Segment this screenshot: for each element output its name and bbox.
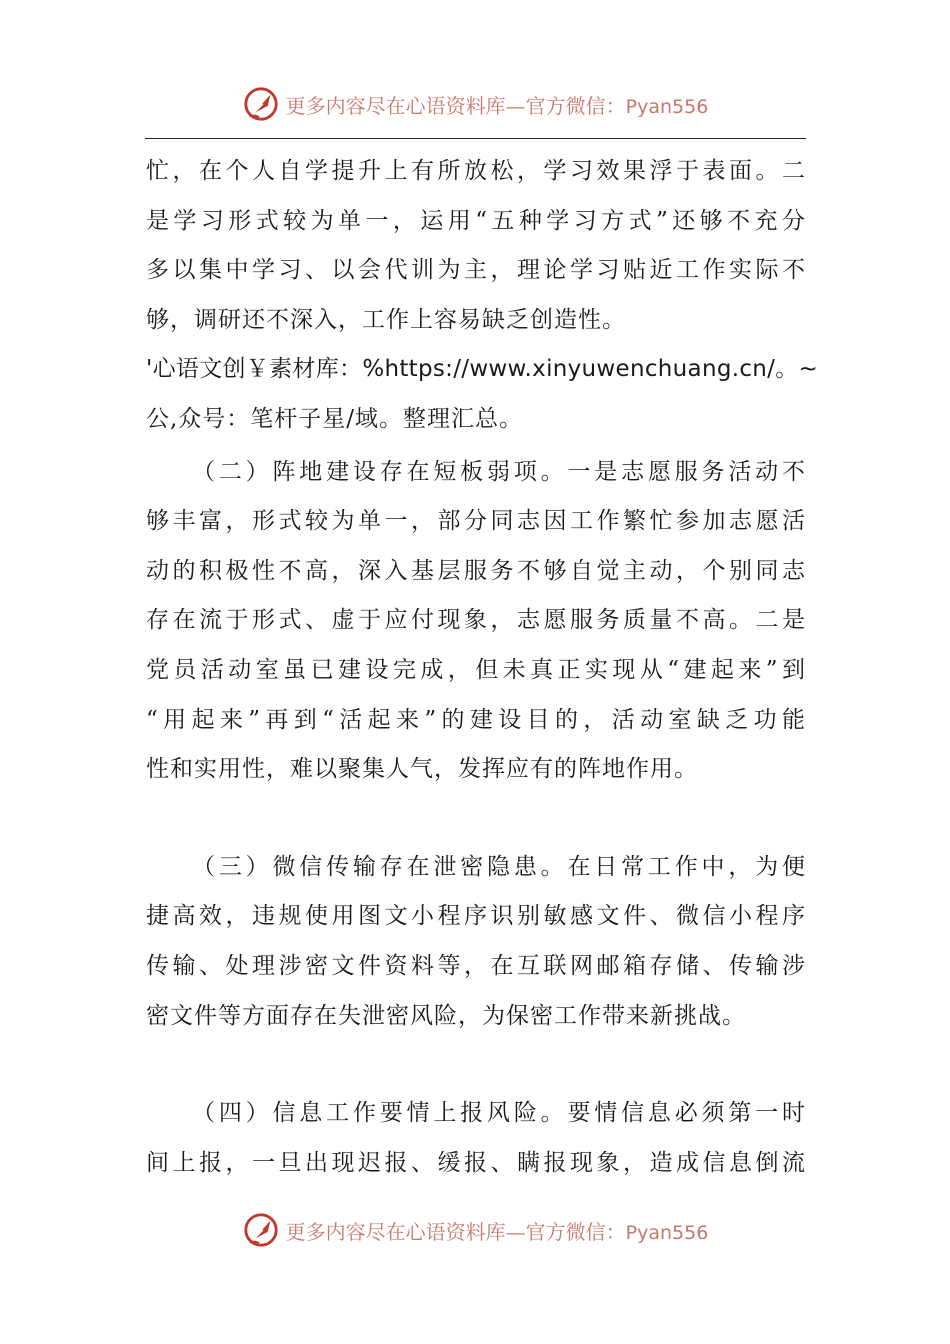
text-line: 够丰富，形式较为单一，部分同志因工作繁忙参加志愿活 xyxy=(146,508,806,535)
header-divider xyxy=(145,138,806,139)
text-line: 传输、处理涉密文件资料等，在互联网邮箱存储、传输涉 xyxy=(146,952,806,979)
watermark-line: 公,众号：笔杆子星/域。整理汇总。 xyxy=(146,405,524,432)
header-banner-text xyxy=(286,90,709,119)
text-line: （三）微信传输存在泄密隐患。在日常工作中，为便 xyxy=(192,853,806,880)
document-body xyxy=(146,147,819,1188)
text-line: 忙，在个人自学提升上有所放松，学习效果浮于表面。二 xyxy=(146,158,806,184)
header-banner[interactable] xyxy=(242,85,709,123)
watermark-note xyxy=(146,345,819,444)
text-line: “用起来”再到“活起来”的建设目的，活动室缺乏功能 xyxy=(146,706,806,733)
text-line: 密文件等方面存在失泄密风险，为保密工作带来新挑战。 xyxy=(146,1002,746,1029)
footer-banner-text xyxy=(286,1216,709,1245)
footer-wechat-id: Pyan556 xyxy=(625,1221,709,1244)
text-line: 存在流于形式、虚于应付现象，志愿服务质量不高。二是 xyxy=(146,607,806,634)
header-site-text: 更多内容尽在心语资料库—官方微信： xyxy=(285,93,626,118)
footer-site-text: 更多内容尽在心语资料库—官方微信： xyxy=(285,1219,626,1244)
text-line: 够，调研还不深入，工作上容易缺乏创造性。 xyxy=(146,306,626,333)
footer-banner[interactable] xyxy=(242,1211,709,1249)
watermark-line: '心语文创￥素材库：%https://www.xinyuwenchuang.cn/。~ xyxy=(146,356,819,383)
paragraph-1 xyxy=(146,147,806,345)
text-line: 多以集中学习、以会代训为主，理论学习贴近工作实际不 xyxy=(146,257,806,284)
page-header xyxy=(0,84,950,124)
page-footer xyxy=(0,1210,950,1250)
text-line: 间上报，一旦出现迟报、缓报、瞒报现象，造成信息倒流 xyxy=(146,1149,806,1176)
text-line: 是学习形式较为单一，运用“五种学习方式”还够不充分 xyxy=(146,207,806,234)
paragraph-2 xyxy=(146,448,806,795)
text-line: 捷高效，违规使用图文小程序识别敏感文件、微信小程序 xyxy=(146,903,806,930)
text-line: 动的积极性不高，深入基层服务不够自觉主动，个别同志 xyxy=(146,557,806,584)
text-line: 性和实用性，难以聚集人气，发挥应有的阵地作用。 xyxy=(146,756,698,783)
paragraph-4 xyxy=(146,1089,806,1188)
header-wechat-id: Pyan556 xyxy=(625,95,709,118)
text-line: 党员活动室虽已建设完成，但未真正实现从“建起来”到 xyxy=(146,656,806,683)
quill-logo-icon xyxy=(242,1211,280,1249)
text-line: （二）阵地建设存在短板弱项。一是志愿服务活动不 xyxy=(192,458,806,485)
quill-logo-icon xyxy=(242,85,280,123)
text-line: （四）信息工作要情上报风险。要情信息必须第一时 xyxy=(192,1100,806,1127)
paragraph-3 xyxy=(146,843,806,1041)
